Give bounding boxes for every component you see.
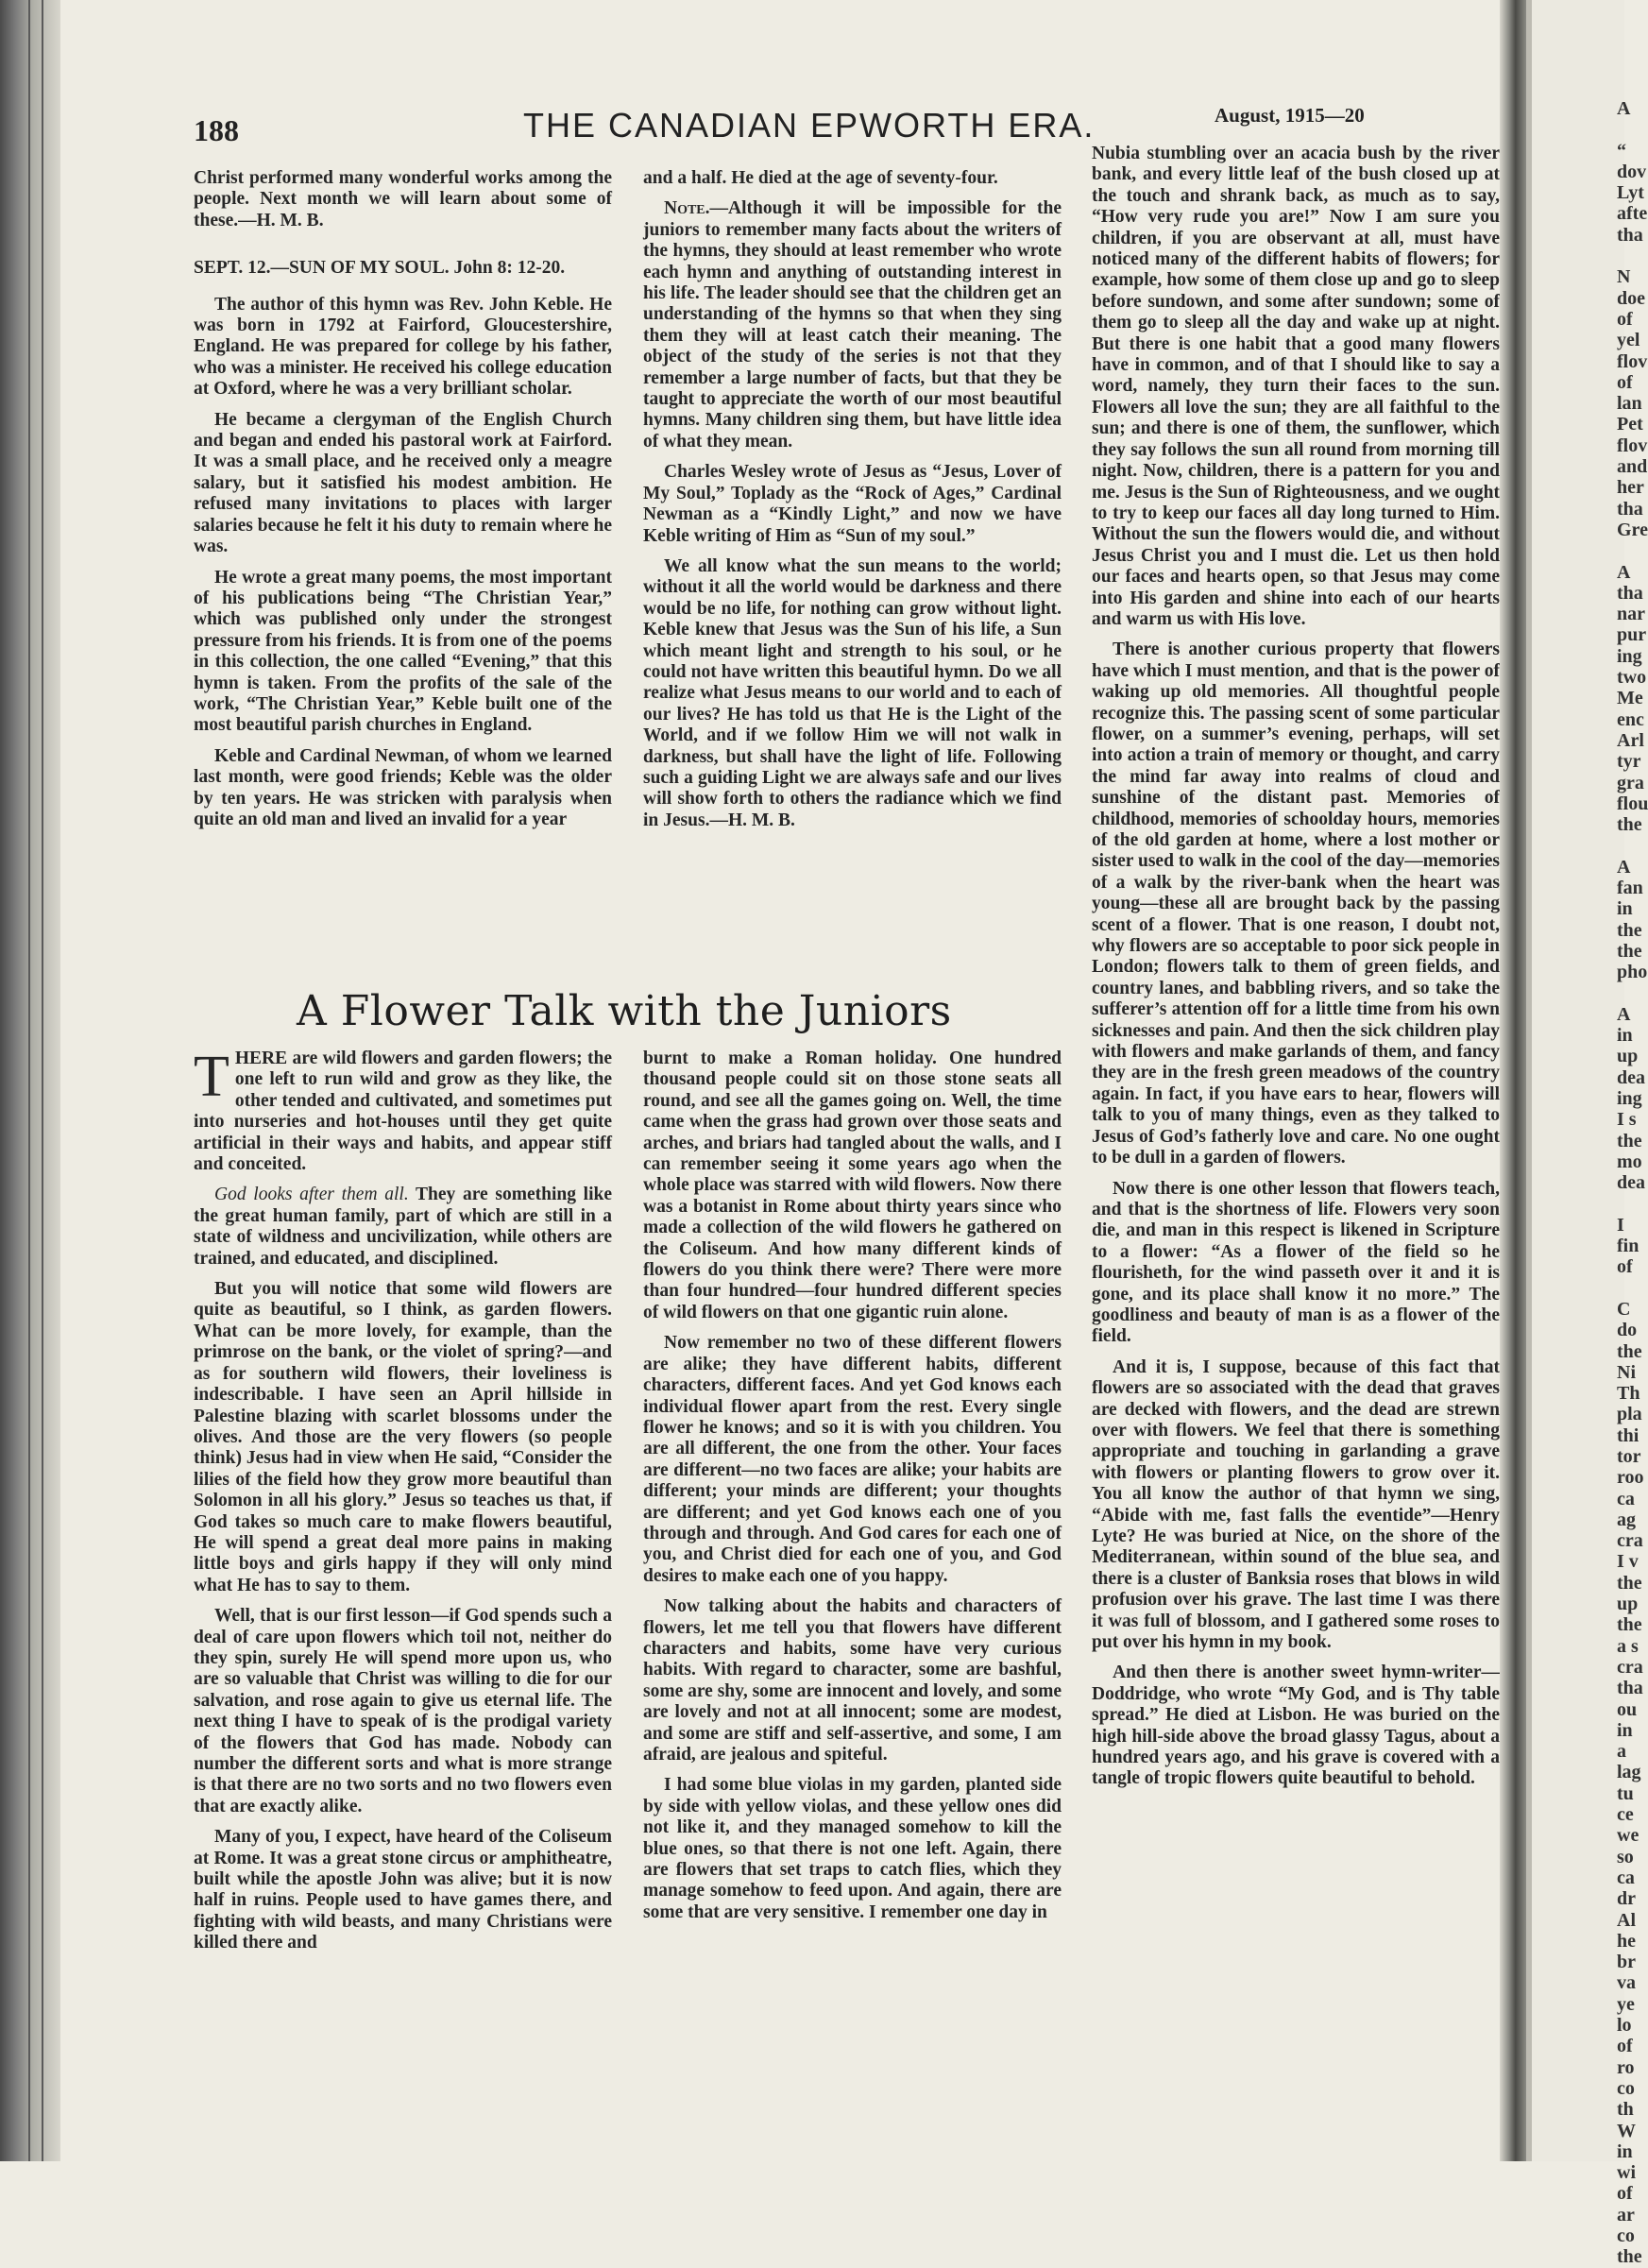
facing-fragment: Al: [1617, 1909, 1636, 1931]
facing-fragment: Th: [1617, 1383, 1640, 1405]
facing-fragment: enc: [1617, 708, 1644, 730]
facing-fragment: co: [1617, 2225, 1635, 2246]
facing-fragment: ou: [1617, 1698, 1638, 1720]
facing-fragment: A: [1617, 561, 1631, 583]
facing-fragment: the: [1617, 2246, 1642, 2268]
facing-fragment: co: [1617, 2077, 1635, 2099]
facing-fragment: wi: [1617, 2162, 1636, 2184]
facing-fragment: I: [1617, 1214, 1624, 1236]
facing-fragment: br: [1617, 1952, 1636, 1973]
facing-fragment: [1617, 835, 1645, 856]
paragraph: Nubia stumbling over an acacia bush by the river bank, and every little leaf of the bush closed up at the touch and shrank back, as much as to say, “How very rude you are!” Now I am sure you children, if you are observant at all, must have noticed many of the different habits of flowers; for example, how some of them close up and go to sleep before sundown, and some after sundown; some of them go to sleep all the day and wake up at night. But there is one habit that a good many flowers have in common, and of that I should like to say a word, namely, they turn their faces to the sun. Flowers all love the sun; they are all faithful to the sun; and there is one of them, the sunflower, which they say follows the sun all round from morning till night. Now, children, there is a pattern for you and me. Jesus is the Sun of Righteousness, and we ought to try to keep our faces all day long turned to Him. Without the sun the flowers would die, and without Jesus Christ you and I must die. Let us then hold our faces and hearts open, so that Jesus may come into His garden and shine into each of our hearts and warm us with His love.: [1092, 144, 1500, 629]
facing-fragment: in: [1617, 1719, 1633, 1741]
facing-fragment: ing: [1617, 1087, 1642, 1109]
facing-fragment: Pet: [1617, 414, 1643, 435]
facing-fragment: up: [1617, 1046, 1639, 1067]
facing-fragment: we: [1617, 1825, 1640, 1847]
facing-fragment: flov: [1617, 350, 1648, 372]
facing-fragment: her: [1617, 477, 1644, 499]
facing-fragment: Me: [1617, 688, 1643, 709]
paragraph: He became a clergyman of the English Church and began and ended his pastoral work at Fairford. It was a small place, and he received only a meagre salary, but it satisfied his modest ambition. He refused many invitations to places with larger salaries because he felt it his duty to remain where he was.: [194, 409, 612, 557]
facing-fragment: pho: [1617, 962, 1648, 983]
facing-fragment: ye: [1617, 1993, 1635, 2015]
facing-fragment: gra: [1617, 772, 1644, 793]
facing-fragment: the: [1617, 1130, 1642, 1151]
paragraph: The author of this hymn was Rev. John Keble. He was born in 1792 at Fairford, Gloucestershire, England. He was prepared for college by his father, who was a minister. He received his college education at Oxford, where he was a very brilliant scholar.: [194, 294, 612, 400]
facing-fragment: dea: [1617, 1172, 1645, 1194]
opening-paragraph: THERE are wild flowers and garden flowers; the one left to run wild and grow as they like, the other tended and cultivated, and sometimes put into nurseries and hot-houses until they get quite artificial in their ways and habits, and appear stiff and conceited.: [194, 1045, 612, 1175]
facing-page-text: [1617, 98, 1648, 2268]
drop-cap: T: [194, 1045, 229, 1109]
facing-fragment: [1617, 1193, 1645, 1214]
facing-fragment: dov: [1617, 161, 1647, 182]
paragraph: Well, that is our first lesson—if God spends such a deal of care upon flowers which toil not, neither do they spin, surely He will spend more upon us, who are so valuable that Christ was willing to die for our salvation, and rose again to give us eternal life. The next thing I have to speak of is the prodigal variety of the flowers that God has made. Nobody can number the different sorts and what is more strange is that there are no two sorts and no two flowers even that are exactly alike.: [194, 1606, 612, 1816]
facing-fragment: tha: [1617, 582, 1643, 604]
facing-fragment: of: [1617, 2036, 1633, 2057]
facing-fragment: flou: [1617, 793, 1648, 814]
facing-fragment: tor: [1617, 1446, 1641, 1467]
facing-fragment: I v: [1617, 1551, 1639, 1573]
facing-fragment: [1617, 246, 1645, 266]
facing-fragment: “: [1617, 140, 1626, 162]
article-column-3: [1092, 144, 1500, 1799]
italic-phrase: God looks after them all.: [214, 1185, 409, 1205]
paragraph: But you will notice that some wild flowers are quite as beautiful, so I think, as garden flowers. What can be more lovely, for example, than the primrose on the bank, or the violet of spring?—and as for southern wild flowers, their loveliness is indescribable. I have seen an April hillside in Palestine blazing with scarlet blossoms under the olives. And those are the very flowers (so people think) Jesus had in view when He said, “Consider the lilies of the field how they grow more beautiful than Solomon in all his glory.” Jesus so teaches us that, if God takes so much care to make flowers beautiful, He will spend a great deal more pains in making little boys and girls happy if they will only mind what He has to say to them.: [194, 1279, 612, 1595]
issue-date: August, 1915—20: [1215, 104, 1365, 127]
facing-fragment: he: [1617, 1930, 1636, 1952]
facing-fragment: ce: [1617, 1804, 1634, 1826]
paragraph: Now there is one other lesson that flowers teach, and that is the shortness of life. Flowers very soon die, and man in this respect is likened in Scripture to a flower: “As a flower of the field so he flourisheth, for the wind passeth over it and it is gone, and its place shall know it no more.” The goodliness and beauty of man is as a flower of the field.: [1092, 1178, 1500, 1347]
facing-fragment: of: [1617, 1256, 1633, 1278]
facing-fragment: [1617, 1278, 1645, 1299]
facing-fragment: A: [1617, 98, 1631, 119]
facing-fragment: tha: [1617, 224, 1643, 246]
facing-fragment: N: [1617, 266, 1631, 288]
facing-fragment: afte: [1617, 203, 1648, 225]
lesson-heading: SEPT. 12.—SUN OF MY SOUL. John 8: 12-20.: [194, 258, 566, 279]
facing-fragment: dea: [1617, 1066, 1645, 1088]
page-number: 188: [194, 113, 239, 147]
page-edge: [1526, 0, 1532, 2161]
facing-fragment: of: [1617, 2183, 1633, 2205]
facing-fragment: tha: [1617, 498, 1643, 520]
paragraph: There is another curious property that flowers have which I must mention, and that is the power of waking up old memories. All thoughtful people recognize this. The passing scent of some particular flower, on a summer’s evening, perhaps, will set into action a train of memory or thought, and carry the mind far away into realms of cloud and sunshine of the distant past. Memories of childhood, memories of schoolday hours, memories of the old garden at home, where a lost mother or sister used to walk in the cool of the day—memories of a walk by the river-bank when the heart was young—these all are brought back by the passing scent of a flower. That is one reason, I doubt not, why flowers are so acceptable to poor sick people in London; flowers talk to them of green fields, and country lanes, and babbling rivers, and so take the sufferer’s attention off for a little time from his own sicknesses and pain. And then the sick children play with flowers and make garlands of them, and fancy they are in the fresh green meadows of the country again. In fact, if you have ears to hear, flowers will talk to you of many things, even as they talked to Jesus of God’s fatherly love and care. No one ought to be dull in a garden of flowers.: [1092, 639, 1500, 1168]
magazine-page: [60, 0, 1500, 2161]
facing-fragment: tha: [1617, 1678, 1643, 1699]
facing-fragment: ag: [1617, 1509, 1636, 1530]
paragraph: We all know what the sun means to the world; without it all the world would be darkness and there would be no life, for nothing can grow without light. Keble knew that Jesus was the Sun of his life, a Sun which meant light and strength to his soul, or he could not have written this beautiful hymn. Do we all realize what Jesus means to our world and to each of our lives? He has told us that He is the Light of the World, and if we follow Him we will not walk in darkness, but shall have the light of life. Following such a guiding Light we are always safe and our lives will show forth to others the radiance which we find in Jesus.—H. M. B.: [643, 555, 1062, 830]
paragraph: Many of you, I expect, have heard of the Coliseum at Rome. It was a great stone circus or amphitheatre, built while the apostle John was alive; but it is now half in ruins. People used to have games there, and fighting with wild beasts, and many Christians were killed there and: [194, 1827, 612, 1953]
facing-fragment: lag: [1617, 1762, 1641, 1783]
facing-fragment: W: [1617, 2120, 1636, 2141]
facing-fragment: A: [1617, 856, 1631, 878]
facing-fragment: ca: [1617, 1488, 1635, 1509]
paragraph: and a half. He died at the age of seventy-four.: [643, 168, 998, 188]
facing-fragment: roo: [1617, 1467, 1644, 1489]
facing-fragment: va: [1617, 1972, 1636, 1994]
facing-fragment: mo: [1617, 1151, 1642, 1172]
facing-fragment: in: [1617, 2140, 1633, 2162]
note-paragraph: [643, 198, 1062, 452]
facing-fragment: tu: [1617, 1782, 1634, 1804]
paragraph: burnt to make a Roman holiday. One hundred thousand people could sit on those stone seats all round, and see all the games going on. Well, the time came when the grass had grown over those seats and arches, and briars had tangled about the walls, and I can remember seeing it some years ago when the whole place was starred with wild flowers. Now there was a botanist in Rome about thirty years since who made a collection of the wild flowers he gathered on the Coliseum. And how many different kinds of flowers do you think there were? There were more than four hundred—four hundred different species of wild flowers on that one gigantic ruin alone.: [643, 1049, 1062, 1322]
page-gutter: [1500, 0, 1526, 2161]
facing-page-edge: [1526, 0, 1648, 2268]
facing-fragment: [1617, 982, 1645, 1003]
article-column-2: [643, 1049, 1062, 1933]
facing-fragment: in: [1617, 898, 1633, 920]
facing-fragment: lo: [1617, 2015, 1632, 2037]
facing-fragment: ar: [1617, 2204, 1635, 2225]
facing-fragment: so: [1617, 1846, 1634, 1867]
facing-fragment: dr: [1617, 1888, 1636, 1910]
facing-fragment: the: [1617, 919, 1642, 941]
paragraph: Now talking about the habits and characters of flowers, let me tell you that flowers have different characters and habits, some have very curious habits. With regard to character, some are bashful, some are shy, some are innocent and lovely, and some are lovely and not at all innocent; some are modest, and some are stiff and self-assertive, and some, I am afraid, are jealous and spiteful.: [643, 1596, 1062, 1765]
facing-fragment: cra: [1617, 1656, 1643, 1678]
facing-fragment: tyr: [1617, 751, 1641, 773]
facing-fragment: ca: [1617, 1867, 1635, 1888]
facing-fragment: Gre: [1617, 519, 1648, 540]
facing-fragment: flov: [1617, 435, 1648, 456]
paragraph: I had some blue violas in my garden, planted side by side with yellow violas, and these yellow ones did not like it, and they managed somehow to kill the blue ones, so that there is not one left. Again, there are flowers that set traps to catch flies, which they manage somehow to feed upon. And again, there are some that are very sensitive. I remember one day in: [643, 1775, 1062, 1922]
facing-fragment: ro: [1617, 2056, 1635, 2078]
facing-fragment: two: [1617, 667, 1647, 689]
paragraph: And then there is another sweet hymn-writer—Doddridge, who wrote “My God, and is Thy table spread.” He died at Lisbon. He was buried on the high hill-side above the broad glassy Tagus, about a hundred years ago, and his grave is covered with a tangle of tropic flowers quite beautiful to behold.: [1092, 1663, 1500, 1789]
note-label: Note.: [664, 198, 710, 219]
facing-fragment: and: [1617, 456, 1648, 478]
paragraph: Keble and Cardinal Newman, of whom we learned last month, were good friends; Keble was the older by ten years. He was stricken with paralysis when quite an old man and lived an invalid for a year: [194, 745, 612, 829]
facing-fragment: I s: [1617, 1109, 1637, 1131]
masthead: THE CANADIAN EPWORTH ERA.: [523, 106, 1096, 145]
facing-fragment: do: [1617, 1320, 1638, 1341]
facing-fragment: Arl: [1617, 729, 1644, 751]
facing-fragment: the: [1617, 1340, 1642, 1362]
article-column-1: [194, 1045, 612, 1964]
facing-fragment: ing: [1617, 645, 1642, 667]
facing-fragment: yel: [1617, 330, 1640, 351]
paragraph: Christ performed many wonderful works among the people. Next month we will learn about some of these.—H. M. B.: [194, 168, 612, 230]
book-binding: [0, 0, 60, 2161]
facing-fragment: the: [1617, 814, 1642, 836]
facing-fragment: [1617, 119, 1645, 140]
facing-fragment: pur: [1617, 624, 1647, 646]
paragraph: Charles Wesley wrote of Jesus as “Jesus, Lover of My Soul,” Toplady as the “Rock of Ages,” Cardinal Newman as a “Kindly Light,” and now we have Keble writing of Him as “Sun of my soul.”: [643, 462, 1062, 546]
facing-fragment: in: [1617, 1025, 1633, 1047]
facing-fragment: th: [1617, 2099, 1634, 2121]
facing-fragment: thi: [1617, 1424, 1640, 1446]
top-column-2: [643, 168, 1062, 841]
article-headline: A Flower Talk with the Juniors: [297, 987, 952, 1035]
facing-fragment: [1617, 540, 1645, 561]
facing-fragment: fan: [1617, 877, 1643, 898]
note-text: —Although it will be impossible for the juniors to remember many facts about the writers of the hymns, they should at least remember who wrote each hymn and anything of outstanding interest in his life. The leader should see that the children get an understanding of the hymns so that when they sing them they will at least catch their meaning. The object of the study of the series is not that they remember a large number of facts, but that they be taught to appreciate the worth of our most beautiful hymns. Many children sing them, but have little idea of what they mean.: [643, 198, 1062, 452]
facing-fragment: C: [1617, 1298, 1631, 1320]
page-header: [60, 102, 1500, 149]
paragraph: And it is, I suppose, because of this fact that flowers are so associated with the dead that graves are decked with flowers, and the dead are strewn over with flowers. We feel that there is something appropriate and touching in garlanding a grave with flowers or planting flowers to grow over it. You all know the author of that hymn we sing, “Abide with me, fast falls the eventide”—Henry Lyte? He was buried at Nice, on the shore of the Mediterranean, within sound of the blue sea, and there is a cluster of Banksia roses that blows in wild profusion over his grave. The last time I was there it was full of blossom, and I gathered some roses to put over his hymn in my book.: [1092, 1356, 1500, 1653]
facing-fragment: Ni: [1617, 1361, 1636, 1383]
facing-fragment: pla: [1617, 1404, 1642, 1425]
facing-fragment: the: [1617, 940, 1642, 962]
facing-fragment: of: [1617, 308, 1633, 330]
paragraph: God looks after them all. They are something like the great human family, part of which are still in a state of wildness and uncivilization, while others are trained, and educated, and disciplined.: [194, 1185, 612, 1269]
facing-fragment: of: [1617, 371, 1633, 393]
facing-fragment: up: [1617, 1594, 1639, 1615]
paragraph: He wrote a great many poems, the most important of his publications being “The Christian Year,” which was published only under the strongest pressure from his friends. It is from one of the poems in this collection, the one called “Evening,” that this hymn is taken. From the profits of the sale of the work, “The Christian Year,” Keble built one of the most beautiful parish churches in England.: [194, 567, 612, 736]
paragraph: Now remember no two of these different flowers are alike; they have different habits, different characters, different faces. And yet God knows each individual flower apart from the rest. Every single flower he knows; and so it is with you children. You are all different, the one from the other. Your faces are different—no two faces are alike; your habits are different; your minds are different; your thoughts are different; and yet God knows each one of you through and through. And God cares for each one of you, and Christ died for each one of you, and God desires to make each one of you happy.: [643, 1333, 1062, 1586]
facing-fragment: lan: [1617, 393, 1642, 415]
facing-fragment: fin: [1617, 1236, 1640, 1257]
facing-fragment: Lyt: [1617, 182, 1644, 204]
facing-fragment: A: [1617, 1003, 1631, 1025]
facing-fragment: a s: [1617, 1635, 1639, 1657]
facing-fragment: the: [1617, 1614, 1642, 1636]
facing-fragment: doe: [1617, 287, 1645, 309]
top-column-1: [194, 168, 612, 840]
facing-fragment: nar: [1617, 604, 1645, 625]
facing-fragment: a: [1617, 1741, 1626, 1763]
facing-fragment: cra: [1617, 1530, 1643, 1552]
facing-fragment: the: [1617, 1572, 1642, 1594]
